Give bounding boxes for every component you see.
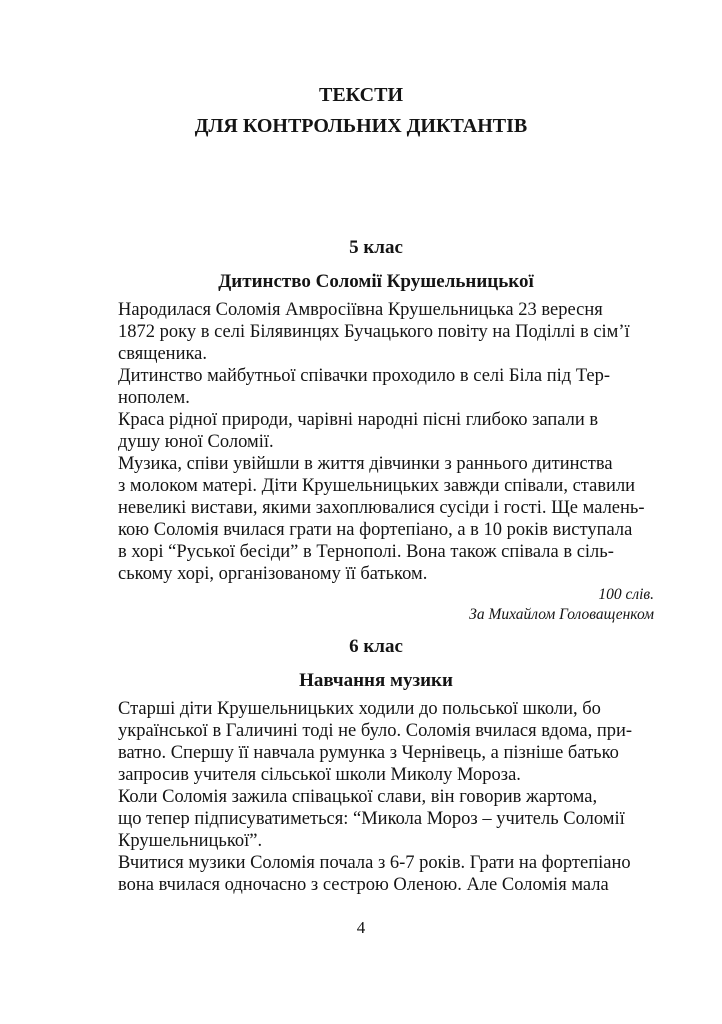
paragraph: [98, 299, 654, 365]
text-line: вона вчилася одночасно з сестрою Оленою. Але Соломія мала: [118, 875, 609, 895]
text-line: душу юної Соломії.: [118, 432, 274, 452]
text-line: Краса рідної природи, чарівні народні пісні глибоко запали в: [118, 410, 599, 430]
text-line: ському хорі, організованому її батьком.: [118, 564, 428, 584]
text-line: невеликі вистави, якими захоплювалися сусіди і гості. Ще малень-: [118, 498, 645, 518]
text-line: запросив учителя сільської школи Миколу Мороза.: [118, 765, 521, 785]
title-line-2: ДЛЯ КОНТРОЛЬНИХ ДИКТАНТІВ: [194, 115, 528, 137]
paragraph: [98, 852, 654, 896]
paragraph: [98, 365, 654, 409]
text-line: Коли Соломія зажила співацької слави, він говорив жартома,: [118, 787, 598, 807]
section-heading: Дитинство Соломії Крушельницької: [218, 271, 534, 292]
text-line: кою Соломія вчилася грати на фортепіано, а в 10 років виступала: [118, 520, 633, 540]
text-line: Старші діти Крушельницьких ходили до польської школи, бо: [118, 699, 601, 719]
text-line: Крушельницької”.: [118, 831, 263, 851]
text-line: української в Галичині тоді не було. Соломія вчилася вдома, при-: [118, 721, 633, 741]
page-number: 4: [356, 918, 366, 937]
text-line: Народилася Соломія Амвросіївна Крушельницька 23 вересня: [118, 300, 603, 320]
text-line: в хорі “Руської бесіди” в Тернополі. Вона також співала в сіль-: [118, 542, 614, 562]
word-count: 100 слів.: [598, 586, 654, 603]
text-line: що тепер підписуватиметься: “Микола Мороз – учитель Соломії: [118, 809, 625, 829]
paragraph: [98, 698, 654, 786]
section-heading: Навчання музики: [299, 670, 453, 691]
text-line: священика.: [118, 344, 208, 364]
page-title: [0, 80, 722, 142]
text-line: 1872 року в селі Білявинцях Бучацького повіту на Поділлі в сім’ї: [118, 322, 630, 342]
paragraph: [98, 453, 654, 585]
text-line: з молоком матері. Діти Крушельницьких завжди співали, ставили: [118, 476, 636, 496]
text-line: Дитинство майбутньої співачки проходило в селі Біла під Тер-: [118, 366, 611, 386]
author-attribution: За Михайлом Головащенком: [469, 606, 654, 623]
title-line-1: ТЕКСТИ: [318, 84, 404, 106]
text-line: Вчитися музики Соломія почала з 6-7 років. Грати на фортепіано: [118, 853, 631, 873]
section-grade-label: 6 клас: [349, 636, 403, 657]
section-grade-6: [98, 635, 654, 896]
text-line: ватно. Спершу її навчала румунка з Чернівець, а пізніше батько: [118, 743, 619, 763]
text-line: Музика, співи увійшли в життя дівчинки з раннього дитинства: [118, 454, 613, 474]
paragraph: [98, 786, 654, 852]
section-grade-label: 5 клас: [349, 237, 403, 258]
text-line: нополем.: [118, 388, 190, 408]
paragraph: [98, 409, 654, 453]
section-grade-5: [98, 236, 654, 625]
